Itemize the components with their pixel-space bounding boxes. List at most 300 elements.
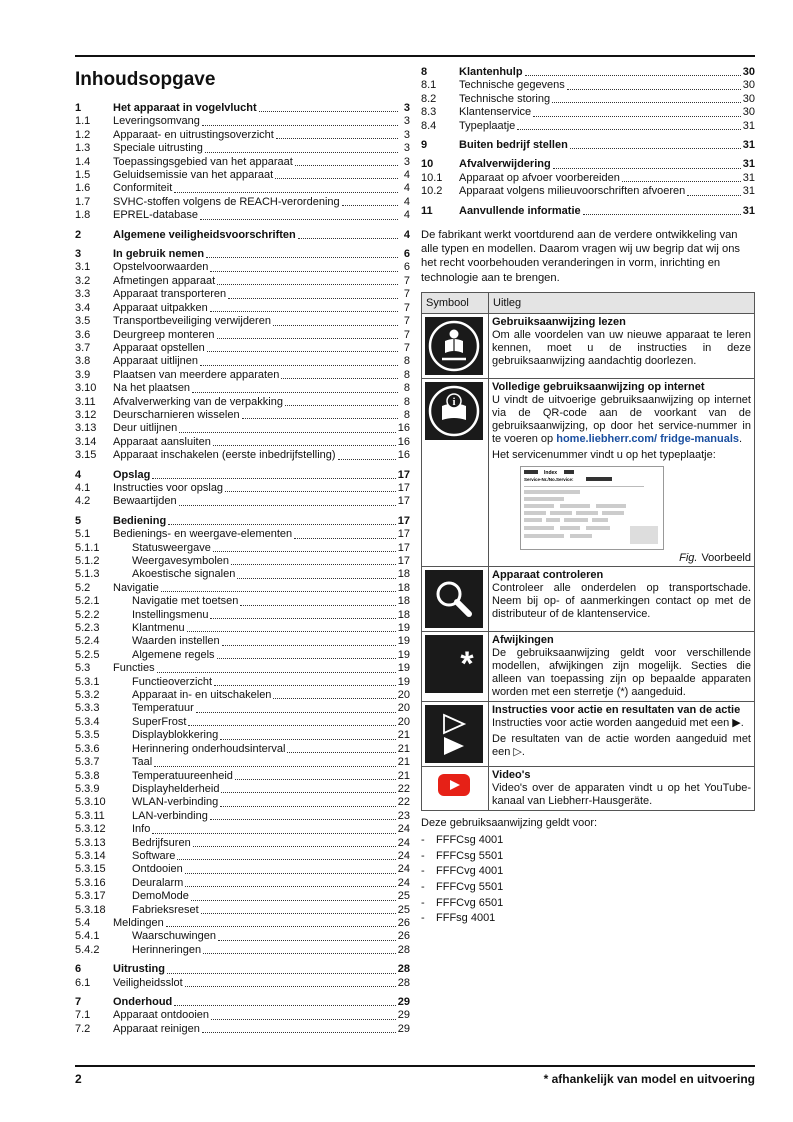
toc-leader bbox=[207, 350, 398, 352]
toc-number: 5.2.2 bbox=[75, 608, 100, 621]
toc-page: 18 bbox=[397, 581, 410, 594]
model-item bbox=[421, 911, 755, 927]
toc-page: 18 bbox=[397, 608, 410, 621]
toc-entry[interactable] bbox=[75, 369, 410, 382]
list-bullet: - bbox=[421, 896, 425, 909]
toc-title: Apparaat reinigen bbox=[113, 1022, 200, 1035]
toc-entry[interactable] bbox=[75, 582, 410, 595]
toc-entry[interactable] bbox=[75, 837, 410, 850]
toc-title: Navigatie bbox=[113, 581, 159, 594]
list-bullet: - bbox=[421, 849, 425, 862]
toc-entry[interactable] bbox=[421, 139, 755, 152]
toc-number: 5.1.2 bbox=[75, 555, 100, 567]
model-name: FFFsg 4001 bbox=[436, 912, 496, 925]
toc-leader bbox=[154, 765, 396, 767]
toc-number: 3.7 bbox=[75, 341, 91, 354]
toc-leader bbox=[201, 912, 396, 914]
toc-leader bbox=[192, 391, 398, 393]
toc-entry[interactable] bbox=[75, 676, 410, 689]
symbol-row bbox=[422, 378, 755, 566]
toc-entry[interactable] bbox=[75, 1009, 410, 1022]
toc-entry[interactable] bbox=[75, 115, 410, 128]
toc-number: 5.3.2 bbox=[75, 689, 100, 702]
toc-number: 11 bbox=[421, 204, 433, 217]
toc-title: Info bbox=[132, 823, 151, 836]
symbol-text: Instructies voor actie worden aangeduid met een ▶. bbox=[492, 716, 744, 729]
toc-leader bbox=[533, 115, 741, 117]
toc-page: 19 bbox=[397, 622, 410, 635]
toc-entry[interactable] bbox=[75, 649, 410, 662]
toc-page: 7 bbox=[403, 288, 410, 301]
toc-leader bbox=[237, 577, 395, 579]
toc-entry[interactable] bbox=[75, 770, 410, 783]
toc-entry[interactable] bbox=[75, 156, 410, 169]
toc-number: 1.5 bbox=[75, 169, 91, 182]
toc-entry[interactable] bbox=[75, 796, 410, 809]
toc-number: 3.8 bbox=[75, 355, 91, 368]
toc-title: Displayblokkering bbox=[132, 729, 219, 742]
symbol-text: De gebruiksaanwijzing geldt voor verschillende modellen, afwijkingen zijn mogelijk. Secties die alleen van toepassing zijn op bepaalde apparaten worden met een sterretje (*) aangeduid. bbox=[492, 646, 751, 698]
toc-page: 29 bbox=[397, 1009, 410, 1022]
toc-number: 1 bbox=[75, 102, 82, 114]
toc-entry[interactable] bbox=[75, 863, 410, 876]
toc-leader bbox=[202, 1031, 396, 1033]
toc-page: 31 bbox=[742, 119, 755, 132]
toc-page: 24 bbox=[397, 876, 410, 889]
toc-page: 26 bbox=[397, 916, 410, 929]
toc-leader bbox=[152, 477, 395, 479]
svg-text:*: * bbox=[460, 644, 474, 683]
symbol-text: Video's over de apparaten vindt u op het YouTube-kanaal van Liebherr-Hausgeräte. bbox=[492, 781, 751, 807]
toc-number: 10.1 bbox=[421, 171, 443, 184]
toc-number: 1.4 bbox=[75, 155, 91, 168]
toc-title: Functies bbox=[113, 662, 155, 675]
toc-entry[interactable] bbox=[75, 515, 410, 528]
toc-title: Transportbeveiliging verwijderen bbox=[113, 315, 271, 328]
toc-leader bbox=[174, 1004, 395, 1006]
toc-page: 18 bbox=[397, 595, 410, 608]
toc-title: Taal bbox=[132, 756, 153, 769]
toc-page: 8 bbox=[403, 395, 410, 408]
toc-number: 7.1 bbox=[75, 1009, 91, 1022]
toc-page: 17 bbox=[397, 514, 410, 527]
toc-title: Technische storing bbox=[459, 92, 551, 105]
toc-page: 7 bbox=[403, 315, 410, 328]
list-bullet: - bbox=[421, 865, 425, 878]
toc-leader bbox=[225, 490, 396, 492]
svg-text:i: i bbox=[452, 395, 456, 408]
toc-number: 5.2.5 bbox=[75, 648, 100, 661]
toc-leader bbox=[552, 101, 741, 103]
toc-page: 18 bbox=[397, 568, 410, 581]
toc-number: 5.3.5 bbox=[75, 729, 100, 742]
toc-number: 5.3.14 bbox=[75, 849, 106, 862]
toc-leader bbox=[294, 537, 396, 539]
toc-leader bbox=[179, 504, 396, 506]
toc-entry[interactable] bbox=[75, 743, 410, 756]
toc-page: 28 bbox=[397, 943, 410, 956]
toc-number: 5.3.8 bbox=[75, 769, 100, 782]
toc-entry[interactable] bbox=[75, 169, 410, 182]
toc-title: Instellingsmenu bbox=[132, 608, 209, 621]
toc-entry[interactable] bbox=[75, 555, 410, 568]
toc-entry[interactable] bbox=[75, 716, 410, 729]
toc-entry[interactable] bbox=[75, 142, 410, 155]
symbol-table bbox=[421, 292, 755, 811]
toc-number: 5.1.1 bbox=[75, 541, 100, 554]
symbol-table-header bbox=[422, 292, 755, 313]
symbol-title: Volledige gebruiksaanwijzing op internet bbox=[492, 380, 705, 393]
toc-entry[interactable] bbox=[75, 996, 410, 1009]
toc-leader bbox=[287, 751, 395, 753]
type-plate-image bbox=[520, 466, 664, 550]
toc-leader bbox=[210, 617, 395, 619]
toc-leader bbox=[161, 590, 396, 592]
toc-number: 3.14 bbox=[75, 435, 97, 448]
toc-leader bbox=[205, 151, 398, 153]
toc-page: 30 bbox=[742, 66, 755, 78]
toc-title: Meldingen bbox=[113, 916, 164, 929]
toc-number: 5.3.18 bbox=[75, 903, 106, 916]
toc-leader bbox=[298, 237, 398, 239]
toc-page: 24 bbox=[397, 823, 410, 836]
toc-title: Bedrijfsuren bbox=[132, 836, 191, 849]
toc-leader bbox=[196, 711, 396, 713]
toc-title: Deurgreep monteren bbox=[113, 328, 215, 341]
toc-entry[interactable] bbox=[75, 1023, 410, 1036]
toc-number: 5.3.7 bbox=[75, 756, 100, 769]
toc-entry[interactable] bbox=[421, 185, 755, 198]
toc-title: LAN-verbinding bbox=[132, 809, 208, 822]
toc-title: Klantenservice bbox=[459, 106, 532, 119]
toc-number: 5.3.15 bbox=[75, 863, 106, 876]
toc-page: 19 bbox=[397, 648, 410, 661]
toc-entry[interactable] bbox=[75, 595, 410, 608]
toc-title: Apparaat volgens milieuvoorschriften afvoeren bbox=[459, 185, 686, 198]
toc-entry[interactable] bbox=[75, 396, 410, 409]
toc-entry[interactable] bbox=[75, 729, 410, 742]
toc-number: 5.2 bbox=[75, 581, 91, 594]
toc-title: Opstelvoorwaarden bbox=[113, 261, 209, 274]
toc-leader bbox=[231, 563, 396, 565]
toc-title: Plaatsen van meerdere apparaten bbox=[113, 368, 280, 381]
toc-title: Apparaat aansluiten bbox=[113, 435, 211, 448]
toc-entry[interactable] bbox=[75, 877, 410, 890]
toc-leader bbox=[157, 671, 396, 673]
video-icon bbox=[425, 770, 483, 800]
toc-entry[interactable] bbox=[75, 495, 410, 508]
toc-entry[interactable] bbox=[421, 120, 755, 133]
toc-number: 3.9 bbox=[75, 368, 91, 381]
svg-text:Index: Index bbox=[544, 469, 558, 476]
toc-entry[interactable] bbox=[421, 205, 755, 218]
toc-entry[interactable] bbox=[75, 944, 410, 957]
symbol-text-2: Het servicenummer vindt u op het typeplaatje: bbox=[492, 448, 716, 461]
page-number: 2 bbox=[75, 1072, 82, 1086]
toc-leader bbox=[221, 791, 395, 793]
toc-entry[interactable] bbox=[75, 568, 410, 581]
toc-page: 16 bbox=[397, 422, 410, 435]
toc-title: Akoestische signalen bbox=[132, 568, 236, 581]
toc-number: 1.3 bbox=[75, 142, 91, 155]
toc-entry[interactable] bbox=[421, 158, 755, 171]
toc-page: 17 bbox=[397, 495, 410, 508]
toc-leader bbox=[168, 523, 396, 525]
symbol-title: Apparaat controleren bbox=[492, 568, 604, 581]
toc-page: 21 bbox=[397, 742, 410, 755]
toc-page: 17 bbox=[397, 528, 410, 541]
toc-entry[interactable] bbox=[75, 702, 410, 715]
toc-entry[interactable] bbox=[75, 823, 410, 836]
toc-title: EPREL-database bbox=[113, 209, 198, 222]
toc-page: 31 bbox=[742, 185, 755, 198]
toc-leader bbox=[228, 297, 398, 299]
toc-entry[interactable] bbox=[421, 93, 755, 106]
toc-title: Na het plaatsen bbox=[113, 382, 191, 395]
toc-entry[interactable] bbox=[75, 850, 410, 863]
toc-entry[interactable] bbox=[421, 106, 755, 119]
toc-page: 25 bbox=[397, 890, 410, 903]
toc-number: 2 bbox=[75, 228, 82, 241]
toc-page: 31 bbox=[742, 171, 755, 184]
toc-page: 3 bbox=[403, 142, 410, 155]
toc-number: 1.2 bbox=[75, 128, 91, 141]
toc-number: 6 bbox=[75, 963, 82, 976]
toc-number: 3.10 bbox=[75, 382, 97, 395]
symbol-text-2: De resultaten van de actie worden aangeduid met een ▷. bbox=[492, 732, 751, 758]
toc-number: 8.4 bbox=[421, 119, 437, 132]
toc-leader bbox=[217, 337, 398, 339]
toc-page: 17 bbox=[397, 468, 410, 481]
toc-leader bbox=[567, 88, 741, 90]
toc-leader bbox=[273, 324, 398, 326]
list-bullet: - bbox=[421, 880, 425, 893]
toc-leader bbox=[203, 952, 396, 954]
action-result-icon bbox=[425, 705, 483, 763]
toc-entry[interactable] bbox=[75, 622, 410, 635]
toc-entry[interactable] bbox=[75, 890, 410, 903]
model-item bbox=[421, 833, 755, 849]
toc-leader bbox=[193, 845, 396, 847]
toc-leader bbox=[217, 283, 398, 285]
toc-entry[interactable] bbox=[75, 635, 410, 648]
toc-page: 28 bbox=[397, 963, 410, 976]
toc-entry[interactable] bbox=[75, 422, 410, 435]
toc-number: 5.3.1 bbox=[75, 675, 100, 688]
symbol-title: Instructies voor actie en resultaten van de actie bbox=[492, 703, 741, 716]
toc-number: 5.4.1 bbox=[75, 930, 100, 943]
toc-entry[interactable] bbox=[75, 756, 410, 769]
toc-entry[interactable] bbox=[75, 609, 410, 622]
toc-entry[interactable] bbox=[75, 469, 410, 482]
toc-page: 8 bbox=[403, 355, 410, 368]
toc-entry[interactable] bbox=[75, 382, 410, 395]
toc-number: 9 bbox=[421, 139, 428, 152]
toc-entry[interactable] bbox=[75, 315, 410, 328]
toc-leader bbox=[570, 147, 741, 149]
toc-page: 8 bbox=[403, 368, 410, 381]
toc-leader bbox=[167, 972, 396, 974]
manual-link[interactable]: home.liebherr.com/ fridge-manuals bbox=[556, 432, 739, 445]
toc-page: 6 bbox=[403, 248, 410, 261]
model-item bbox=[421, 849, 755, 865]
page-heading: Inhoudsopgave bbox=[75, 69, 216, 90]
header-explanation: Uitleg bbox=[489, 292, 755, 313]
toc-entry[interactable] bbox=[75, 209, 410, 222]
toc-leader bbox=[338, 458, 396, 460]
toc-leader bbox=[211, 1018, 396, 1020]
toc-number: 5.3 bbox=[75, 662, 91, 675]
toc-title: Toepassingsgebied van het apparaat bbox=[113, 155, 293, 168]
toc-number: 3.13 bbox=[75, 422, 97, 435]
toc-entry[interactable] bbox=[421, 172, 755, 185]
toc-leader bbox=[185, 985, 396, 987]
toc-entry[interactable] bbox=[75, 930, 410, 943]
toc-entry[interactable] bbox=[75, 542, 410, 555]
toc-number: 5.3.9 bbox=[75, 782, 100, 795]
toc-leader bbox=[213, 550, 396, 552]
toc-entry[interactable] bbox=[75, 248, 410, 261]
toc-entry[interactable] bbox=[75, 129, 410, 142]
toc-entry[interactable] bbox=[75, 102, 410, 115]
toc-entry[interactable] bbox=[75, 482, 410, 495]
toc-entry[interactable] bbox=[75, 528, 410, 541]
toc-entry[interactable] bbox=[75, 904, 410, 917]
toc-leader bbox=[210, 270, 398, 272]
toc-leader bbox=[583, 213, 741, 215]
toc-title: Waarden instellen bbox=[132, 635, 220, 648]
toc-title: Temperatuureenheid bbox=[132, 769, 233, 782]
toc-page: 29 bbox=[397, 996, 410, 1008]
toc-page: 4 bbox=[403, 169, 410, 182]
toc-number: 3.15 bbox=[75, 449, 97, 462]
toc-leader bbox=[553, 167, 741, 169]
toc-entry[interactable] bbox=[421, 79, 755, 92]
toc-number: 4.1 bbox=[75, 481, 91, 494]
toc-page: 3 bbox=[403, 128, 410, 141]
toc-entry[interactable] bbox=[75, 810, 410, 823]
toc-title: Apparaat inschakelen (eerste inbedrijfstelling) bbox=[113, 449, 336, 462]
toc-title: Ontdooien bbox=[132, 863, 183, 876]
toc-title: Buiten bedrijf stellen bbox=[459, 139, 568, 152]
toc-title: Geluidsemissie van het apparaat bbox=[113, 169, 274, 182]
magnifier-icon bbox=[425, 570, 483, 628]
toc-leader bbox=[281, 377, 398, 379]
toc-number: 5.3.10 bbox=[75, 796, 106, 809]
toc-number: 5.3.12 bbox=[75, 823, 106, 836]
toc-entry[interactable] bbox=[75, 977, 410, 990]
toc-page: 24 bbox=[397, 849, 410, 862]
toc-number: 10.2 bbox=[421, 185, 443, 198]
toc-number: 8.1 bbox=[421, 79, 437, 92]
toc-number: 8 bbox=[421, 66, 428, 78]
toc-page: 4 bbox=[403, 182, 410, 195]
toc-entry[interactable] bbox=[75, 275, 410, 288]
toc-title: Typeplaatje bbox=[459, 119, 516, 132]
toc-page: 3 bbox=[403, 115, 410, 128]
toc-entry[interactable] bbox=[75, 329, 410, 342]
toc-entry[interactable] bbox=[75, 355, 410, 368]
toc-leader bbox=[517, 128, 740, 130]
toc-number: 1.6 bbox=[75, 182, 91, 195]
toc-leader bbox=[687, 194, 741, 196]
toc-entry[interactable] bbox=[75, 342, 410, 355]
toc-leader bbox=[166, 925, 396, 927]
toc-number: 1.7 bbox=[75, 195, 91, 208]
toc-leader bbox=[273, 697, 395, 699]
toc-number: 5.2.3 bbox=[75, 622, 100, 635]
toc-number: 5.1 bbox=[75, 528, 91, 541]
toc-entry[interactable] bbox=[75, 783, 410, 796]
toc-title: Temperatuur bbox=[132, 702, 194, 715]
toc-number: 7 bbox=[75, 996, 82, 1008]
toc-title: Bedienings- en weergave-elementen bbox=[113, 528, 293, 541]
toc-entry[interactable] bbox=[75, 182, 410, 195]
toc-page: 21 bbox=[397, 756, 410, 769]
symbol-row bbox=[422, 701, 755, 766]
toc-leader bbox=[185, 872, 396, 874]
toc-page: 17 bbox=[397, 481, 410, 494]
toc-leader bbox=[220, 738, 396, 740]
toc-page: 8 bbox=[403, 408, 410, 421]
toc-title: Technische gegevens bbox=[459, 79, 565, 92]
toc-title: Aanvullende informatie bbox=[459, 204, 581, 217]
toc-entry[interactable] bbox=[75, 689, 410, 702]
symbol-title: Video's bbox=[492, 768, 531, 781]
toc-number: 3.4 bbox=[75, 301, 91, 314]
toc-entry[interactable] bbox=[75, 409, 410, 422]
toc-title: Apparaat in- en uitschakelen bbox=[132, 689, 272, 702]
model-name: FFFCvg 5501 bbox=[436, 880, 504, 893]
toc-number: 3.6 bbox=[75, 328, 91, 341]
toc-leader bbox=[185, 885, 395, 887]
toc-entry[interactable] bbox=[75, 196, 410, 209]
toc-entry[interactable] bbox=[75, 436, 410, 449]
toc-title: Afvalverwerking van de verpakking bbox=[113, 395, 283, 408]
toc-number: 3.2 bbox=[75, 274, 91, 287]
toc-entry[interactable] bbox=[75, 963, 410, 976]
toc-page: 30 bbox=[742, 106, 755, 119]
toc-title: Klantenhulp bbox=[459, 66, 523, 78]
toc-title: Bediening bbox=[113, 514, 167, 527]
toc-leader bbox=[210, 310, 398, 312]
toc-title: DemoMode bbox=[132, 890, 189, 903]
toc-entry[interactable] bbox=[75, 917, 410, 930]
toc-number: 3.3 bbox=[75, 288, 91, 301]
toc-page: 20 bbox=[397, 689, 410, 702]
toc-number: 3 bbox=[75, 248, 82, 261]
symbol-title: Afwijkingen bbox=[492, 633, 554, 646]
toc-leader bbox=[200, 218, 398, 220]
toc-entry[interactable] bbox=[75, 229, 410, 242]
toc-entry[interactable] bbox=[75, 288, 410, 301]
figure-caption: Fig. Voorbeeld bbox=[679, 551, 751, 564]
toc-entry[interactable] bbox=[75, 449, 410, 462]
symbol-text: Om alle voordelen van uw nieuwe apparaat te leren kennen, moet u de instructies in deze gebruiksaanwijzing aandachtig doorlezen. bbox=[492, 328, 751, 367]
toc-entry[interactable] bbox=[75, 302, 410, 315]
symbol-text: Controleer alle onderdelen op transportschade. Neem bij op- of aanmerkingen contact op met de distributeur of de klantenservice. bbox=[492, 581, 751, 620]
toc-number: 8.3 bbox=[421, 106, 437, 119]
symbol-row bbox=[422, 313, 755, 378]
manual-info-icon bbox=[425, 382, 483, 440]
toc-entry[interactable] bbox=[421, 66, 755, 79]
toc-entry[interactable] bbox=[75, 662, 410, 675]
toc-page: 22 bbox=[397, 782, 410, 795]
toc-title: Herinneringen bbox=[132, 943, 202, 956]
toc-page: 4 bbox=[403, 195, 410, 208]
model-name: FFFCvg 4001 bbox=[436, 865, 504, 878]
toc-entry[interactable] bbox=[75, 261, 410, 274]
